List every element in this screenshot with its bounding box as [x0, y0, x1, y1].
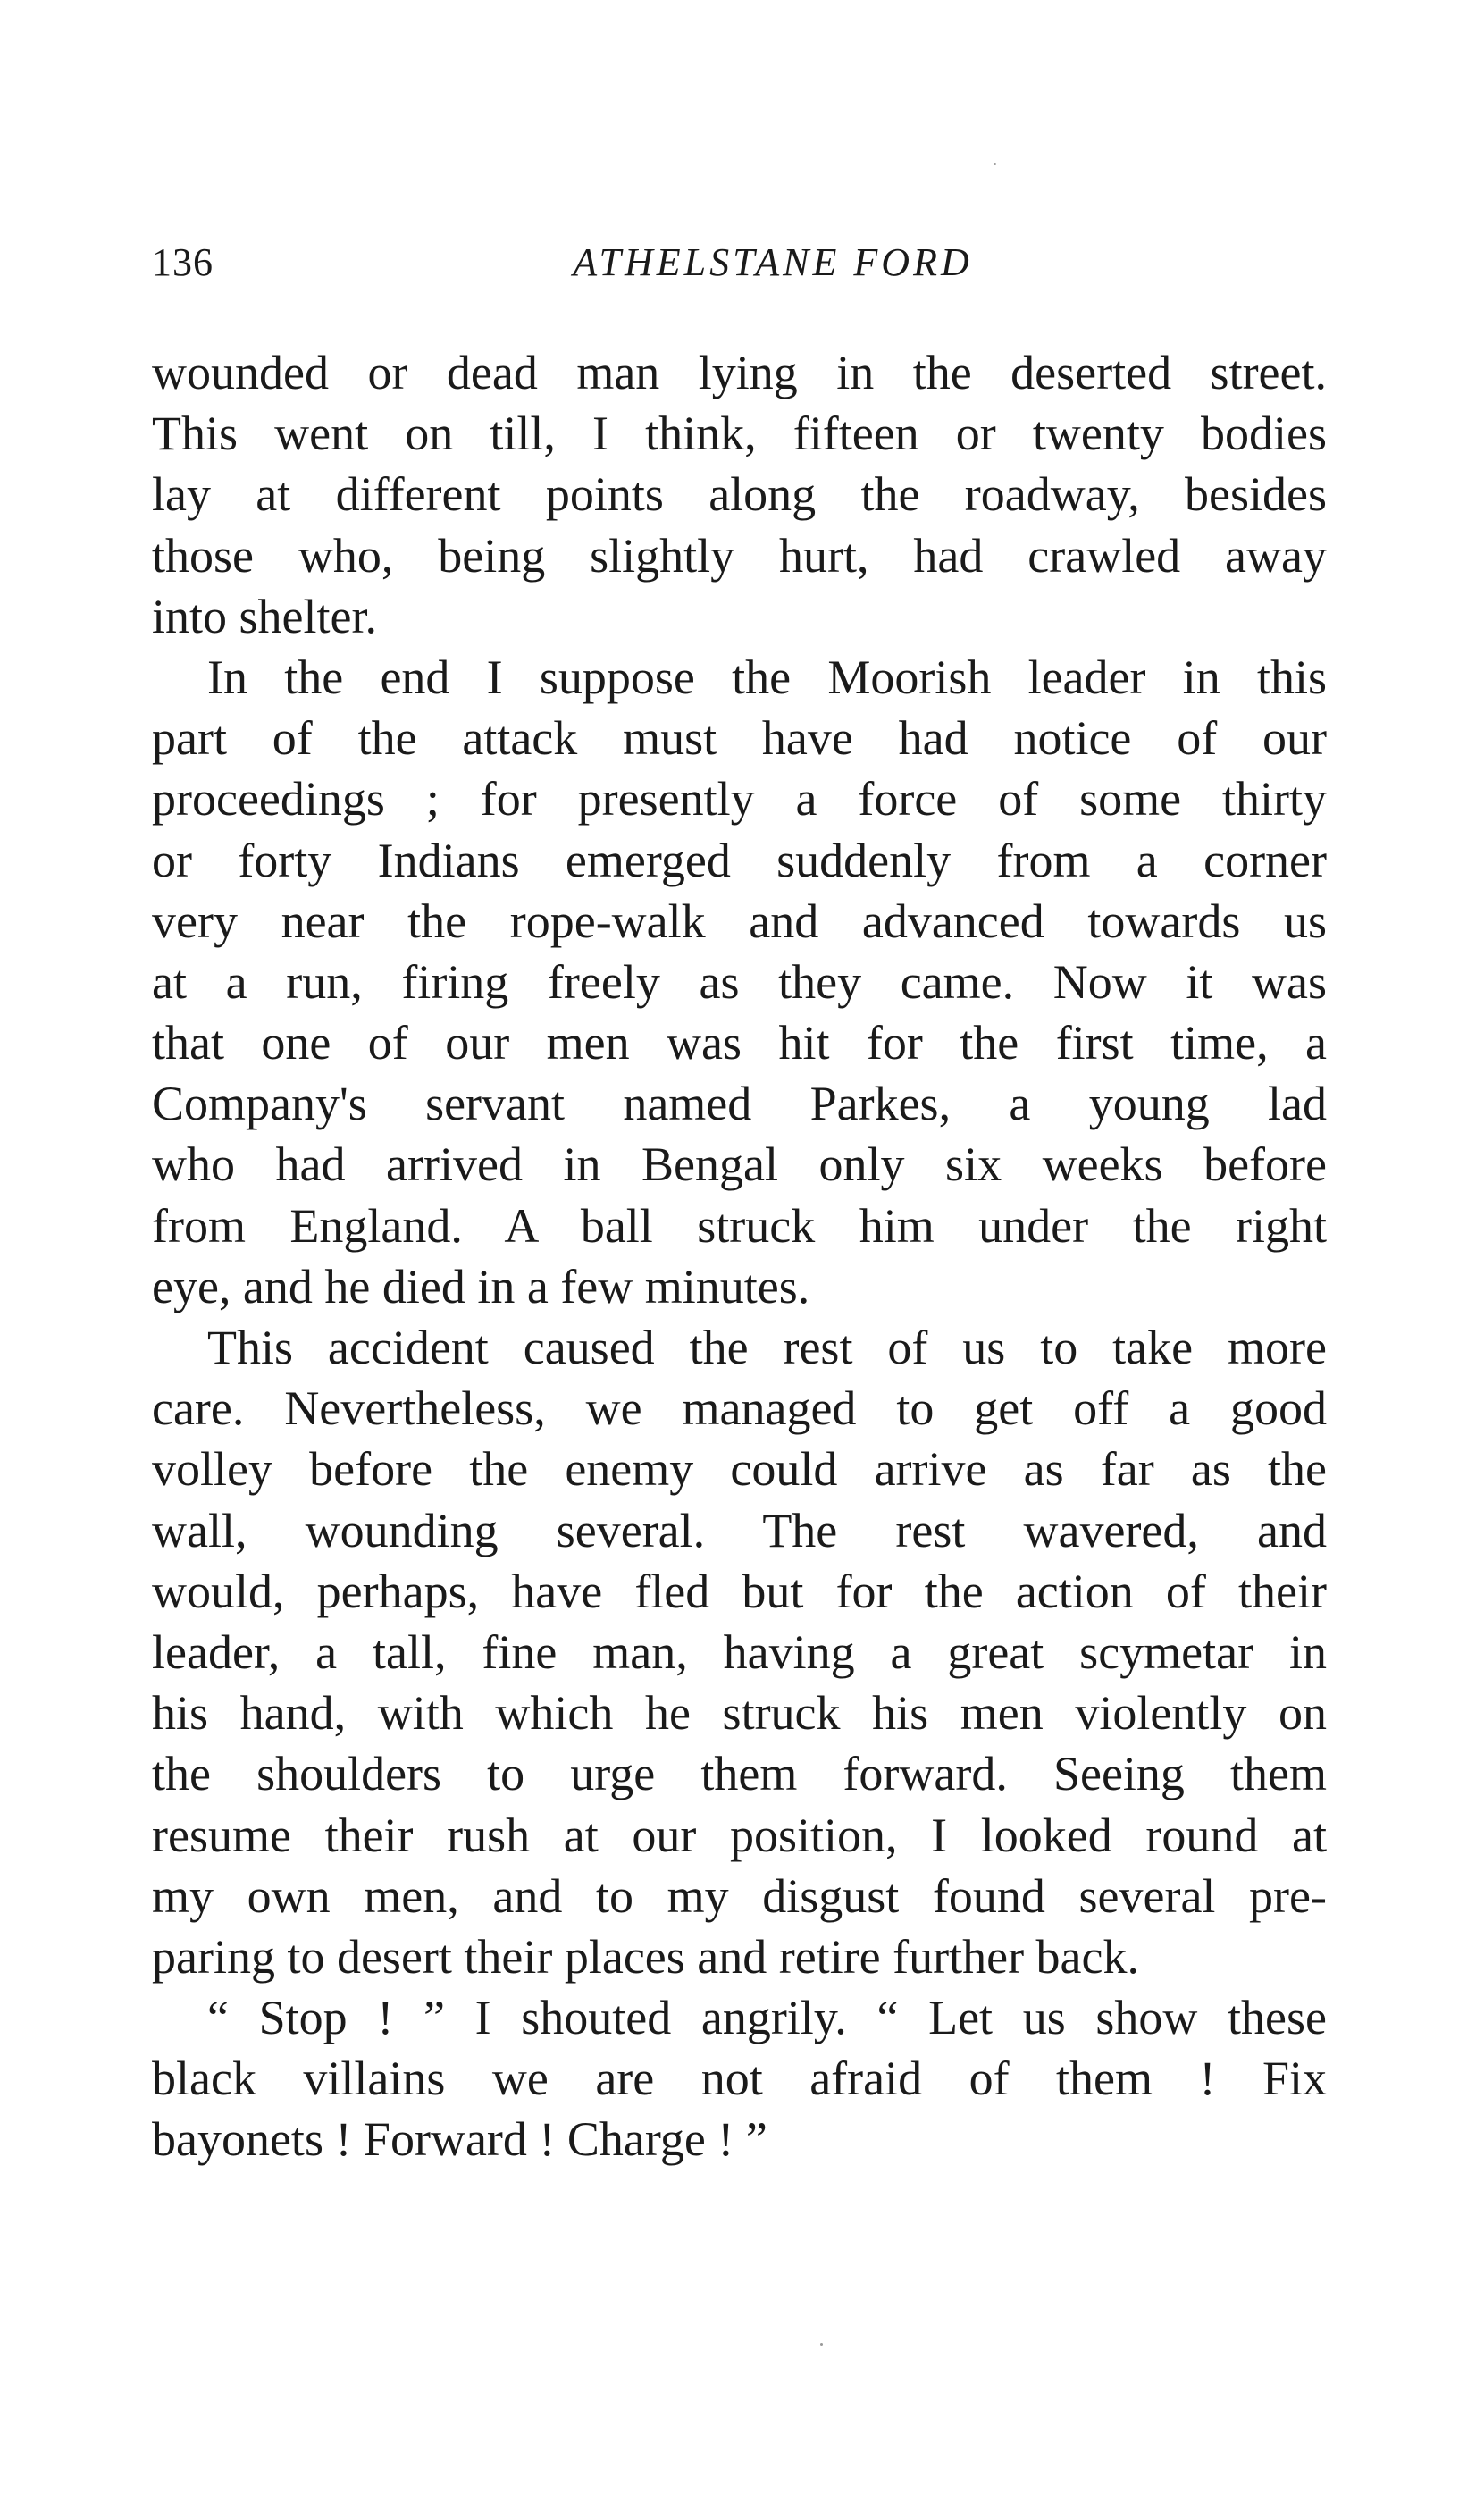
text-line: would, perhaps, have fled but for the action of their: [152, 1564, 1327, 1618]
text-line: who had arrived in Bengal only six weeks before: [152, 1137, 1327, 1192]
text-line: into shelter.: [152, 589, 377, 643]
text-line: eye, and he died in a few minutes.: [152, 1259, 810, 1313]
text-line: his hand, with which he struck his men violently on: [152, 1686, 1327, 1741]
text-line: at a run, firing freely as they came. Now it was: [152, 954, 1327, 1009]
text-line: bayonets ! Forward ! Charge ! ”: [152, 2112, 767, 2167]
text-line: that one of our men was hit for the first time, a: [152, 1016, 1327, 1070]
text-line: leader, a tall, fine man, having a great scymetar in: [152, 1624, 1327, 1679]
paragraph: [152, 647, 1327, 1317]
text-line: “ Stop ! ” I shouted angrily. “ Let us show these: [207, 1991, 1327, 2045]
text-line: In the end I suppose the Moorish leader in this: [207, 650, 1327, 704]
text-line: lay at different points along the roadway, besides: [152, 467, 1327, 522]
text-line: those who, being slightly hurt, had crawled away: [152, 528, 1327, 583]
text-line: resume their rush at our position, I looked round at: [152, 1808, 1327, 1862]
text-line: wounded or dead man lying in the deserted street.: [152, 346, 1327, 399]
text-line: my own men, and to my disgust found several pre-: [152, 1868, 1327, 1923]
text-line: from England. A ball struck him under the right: [152, 1198, 1327, 1253]
scan-speck: [820, 2343, 823, 2346]
text-line: wall, wounding several. The rest wavered, and: [152, 1503, 1327, 1557]
scan-speck: [994, 163, 996, 165]
running-head: [152, 239, 1340, 302]
text-line: care. Nevertheless, we managed to get off a good: [152, 1381, 1327, 1436]
text-line: proceedings ; for presently a force of some thirty: [152, 772, 1327, 827]
text-line: This went on till, I think, fifteen or twenty bodies: [152, 407, 1327, 461]
running-title: ATHELSTANE FORD: [573, 240, 973, 284]
text-line: part of the attack must have had notice of our: [152, 711, 1327, 766]
paragraph: [152, 1317, 1327, 1987]
text-line: very near the rope-walk and advanced towards us: [152, 894, 1327, 948]
page-number: 136: [152, 240, 214, 284]
paragraph: [152, 1987, 1327, 2170]
text-line: the shoulders to urge them forward. Seeing them: [152, 1747, 1327, 1801]
text-line: paring to desert their places and retire further back.: [152, 1929, 1139, 1984]
text-line: volley before the enemy could arrive as far as the: [152, 1442, 1327, 1497]
text-line: or forty Indians emerged suddenly from a corner: [152, 833, 1327, 887]
text-line: black villains we are not afraid of them ! Fix: [152, 2052, 1327, 2106]
body-text: [152, 342, 1327, 2170]
paragraph: [152, 342, 1327, 647]
text-line: Company's servant named Parkes, a young lad: [152, 1077, 1327, 1131]
text-line: This accident caused the rest of us to take more: [207, 1321, 1327, 1374]
